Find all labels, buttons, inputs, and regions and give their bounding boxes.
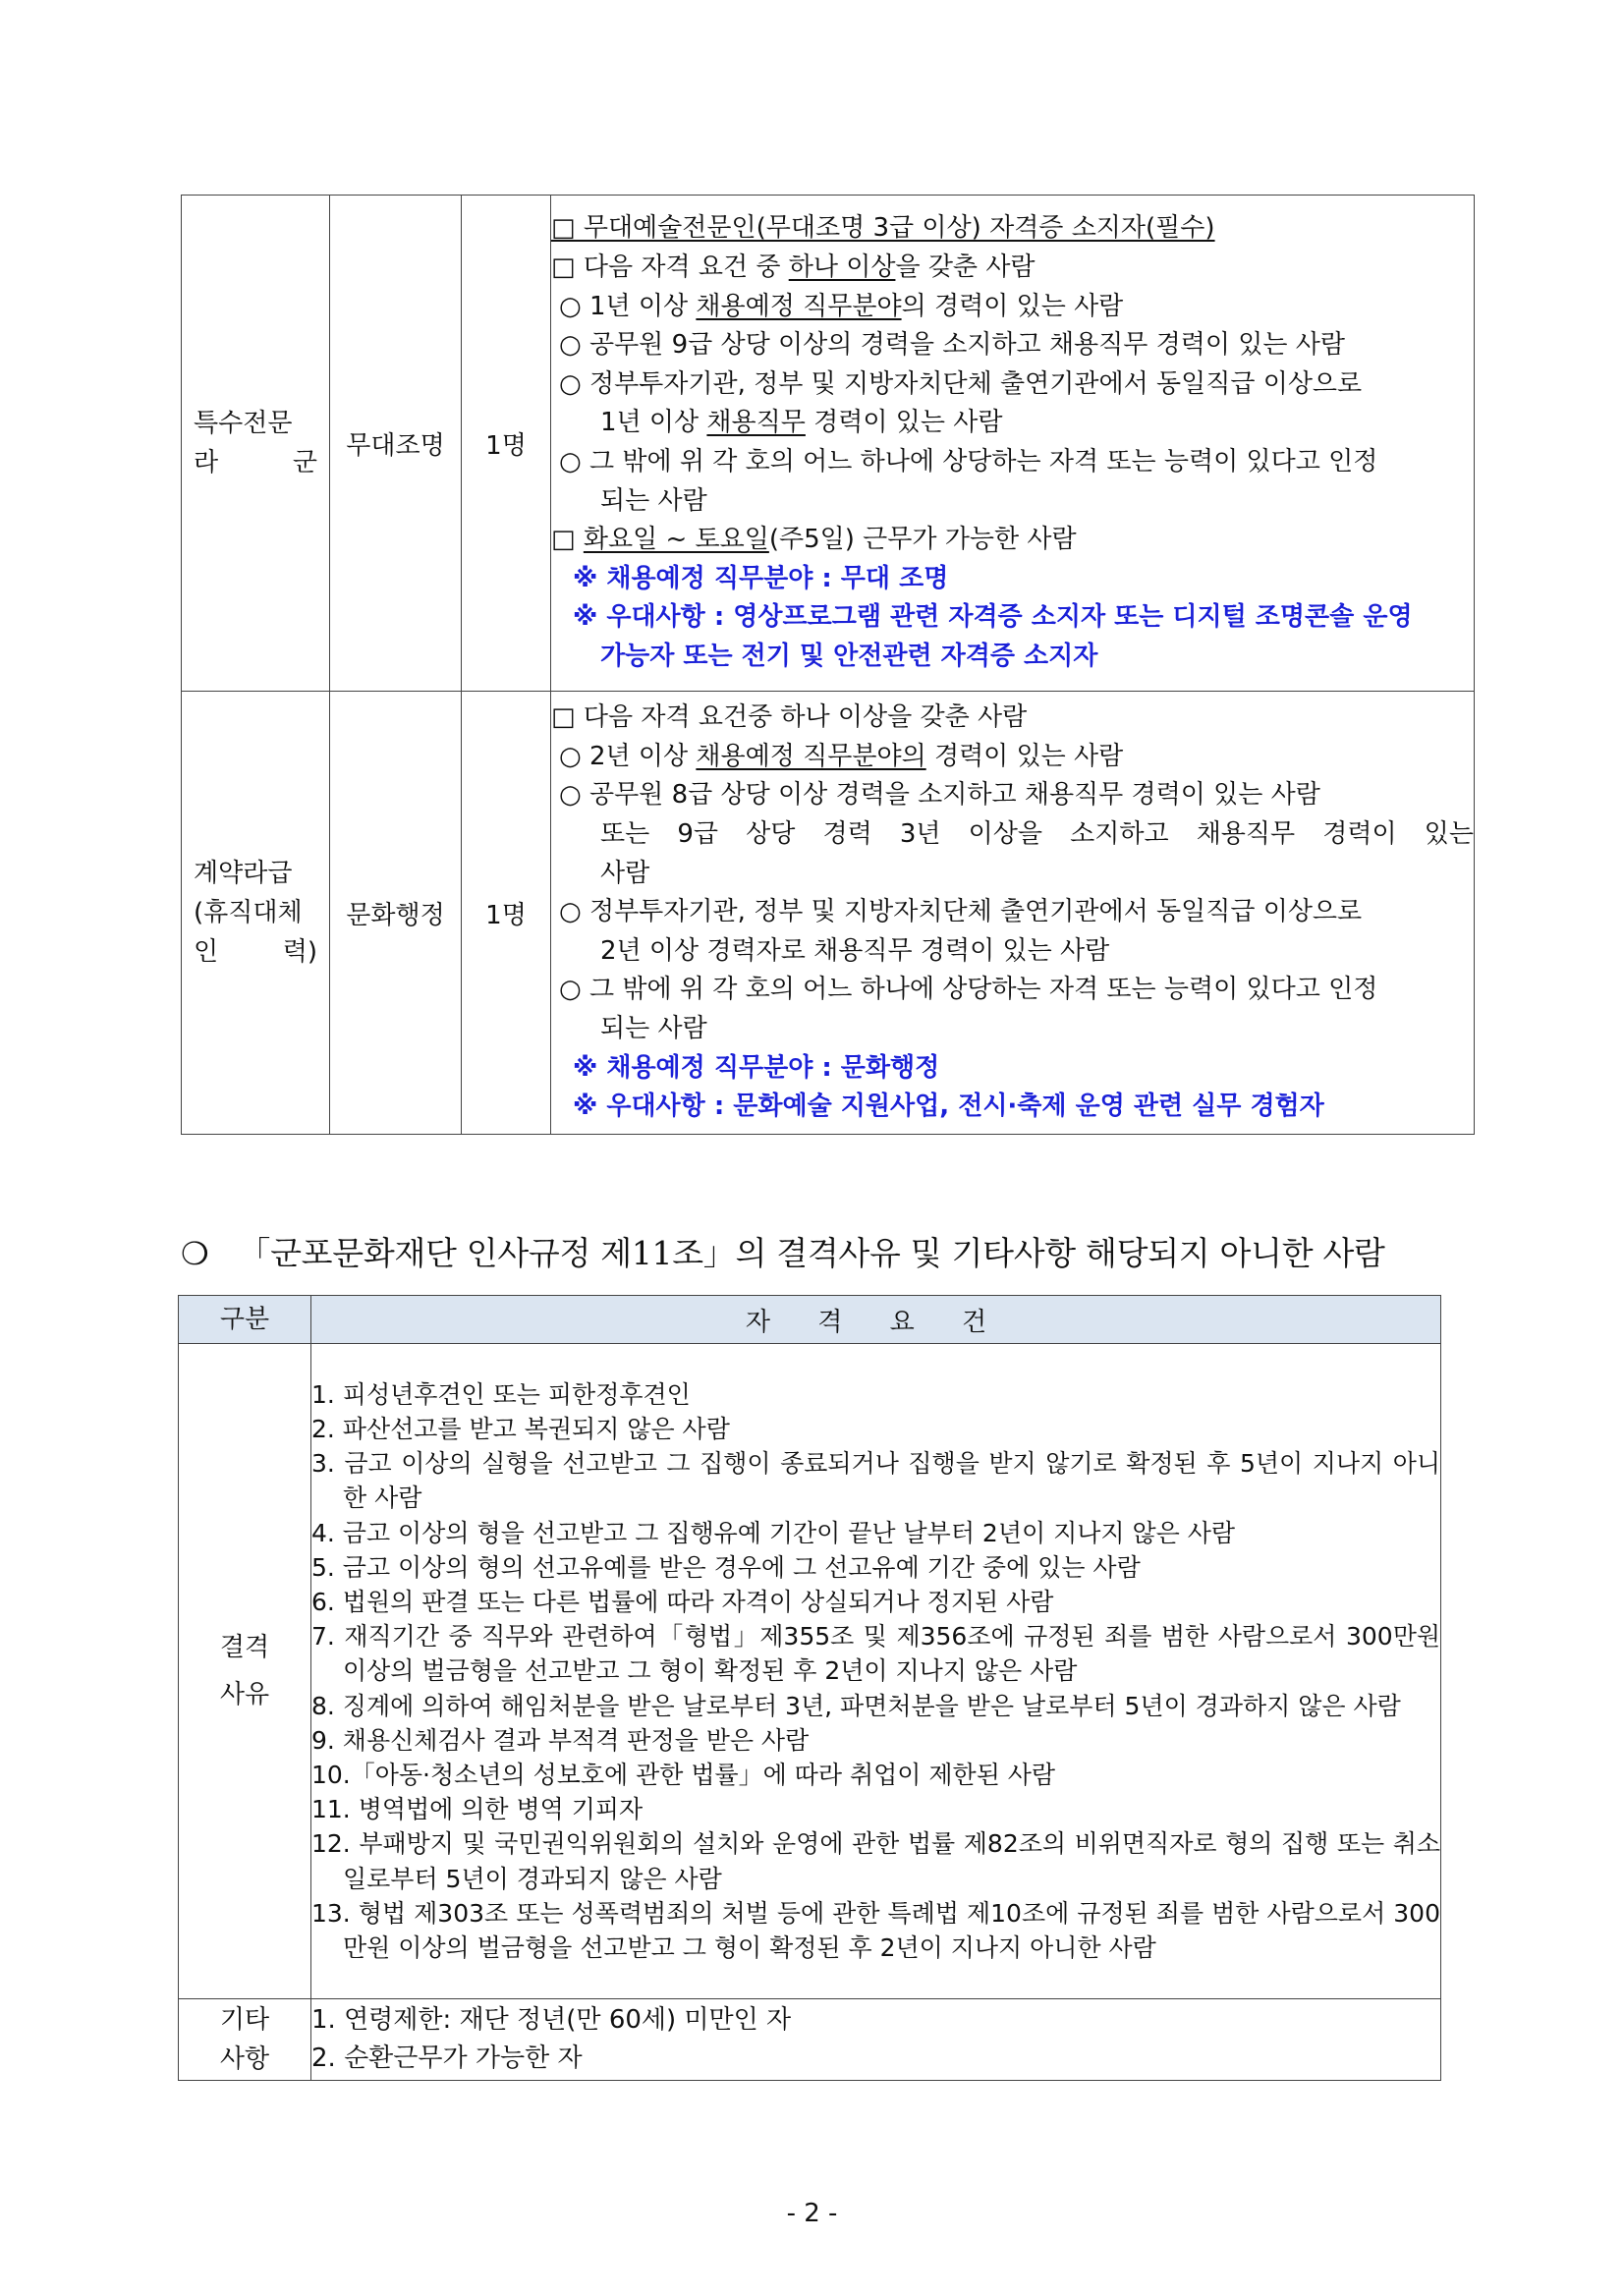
table-row: [182, 196, 1475, 692]
list-item: 2. 순환근무가 가능한 자: [311, 2044, 583, 2073]
page-number: - 2 -: [786, 2199, 838, 2228]
heading-text: 「군포문화재단 인사규정 제11조」의 결격사유 및 기타사항 해당되지 아니한 사람: [238, 1234, 1385, 1272]
qualification-table: [178, 1295, 1441, 2081]
requirement-line: ○ 그 밖에 위 각 호의 어느 하나에 상당하는 자격 또는 능력이 있다고 인정: [559, 447, 1378, 476]
text-span: ○ 2년 이상: [559, 741, 697, 771]
requirement-line: □ 다음 자격 요건중 하나 이상을 갖춘 사람: [551, 702, 1028, 733]
requirement-line: □ 무대예술전문인(무대조명 3급 이상) 자격증 소지자(필수): [551, 213, 1215, 244]
list-item: 1. 피성년후견인 또는 피한정후견인: [311, 1379, 691, 1409]
table-row: [179, 1999, 1441, 2081]
header-cell: 구분: [179, 1296, 311, 1344]
field-cell: 문화행정: [330, 692, 462, 1135]
text-span: 채용직무: [706, 408, 806, 438]
text-span: 채용예정 직무분야: [696, 291, 902, 321]
requirement-line: [551, 288, 1474, 327]
requirement-line: 사람: [600, 858, 650, 888]
header-cell: [311, 1296, 1441, 1344]
text-span: □: [551, 525, 584, 555]
row-label: 결격: [219, 1633, 270, 1662]
text-span: □ 다음 자격 요건 중: [551, 252, 789, 283]
category-cell: [182, 196, 330, 692]
note-line: ※ 채용예정 직무분야 : 무대 조명: [573, 563, 949, 593]
text-span: 을 갖춘 사람: [895, 252, 1036, 283]
note-line: ※ 채용예정 직무분야 : 문화행정: [573, 1052, 940, 1083]
list-item: 12. 부패방지 및 국민권익위원회의 설치와 운영에 관한 법률 제82조의 비위면직자로 형의 집행 또는 취소일로부터 5년이 경과되지 않은 사람: [311, 1829, 1440, 1893]
list-item: 13. 형법 제303조 또는 성폭력범죄의 처벌 등에 관한 특례법 제10조에 규정된 죄를 범한 사람으로서 300만원 이상의 벌금형을 선고받고 그 형이 확정된 후 2년이 지나지 아니한 사람: [311, 1898, 1440, 1963]
category-label: 인 력): [194, 937, 317, 967]
requirement-line: 또는 9급 상당 경력 3년 이상을 소지하고 채용직무 경력이 있는: [600, 819, 1474, 850]
list-item: 2. 파산선고를 받고 복권되지 않은 사람: [311, 1414, 730, 1443]
list-item: 8. 징계에 의하여 해임처분을 받은 날로부터 3년, 파면처분을 받은 날로부터 5년이 경과하지 않은 사람: [311, 1691, 1401, 1720]
text-span: 화요일 ~ 토요일: [583, 525, 769, 555]
position-table: [181, 195, 1475, 1135]
text-span: 경력이 있는 사람: [925, 741, 1124, 771]
category-label: 계약라급: [194, 859, 293, 888]
row-label-cell: [179, 1999, 311, 2081]
text-span: (주5일) 근무가 가능한 사람: [768, 525, 1077, 555]
requirement-line: [551, 404, 1474, 443]
note-line: ※ 우대사항 : 문화예술 지원사업, 전시·축제 운영 관련 실무 경험자: [573, 1092, 1324, 1122]
requirement-line: 2년 이상 경력자로 채용직무 경력이 있는 사람: [600, 935, 1110, 966]
other-list: [311, 1999, 1441, 2081]
section-heading: [181, 1228, 1385, 1274]
list-item: 5. 금고 이상의 형의 선고유예를 받은 경우에 그 선고유예 기간 중에 있는 사람: [311, 1552, 1141, 1582]
requirement-line: ○ 정부투자기관, 정부 및 지방자치단체 출연기관에서 동일직급 이상으로: [559, 368, 1363, 399]
category-label: 라 군: [194, 448, 317, 477]
list-item: 11. 병역법에 의한 병역 기피자: [311, 1795, 644, 1824]
count-cell: 1명: [462, 196, 551, 692]
list-item: 4. 금고 이상의 형을 선고받고 그 집행유예 기간이 끝난 날부터 2년이 지나지 않은 사람: [311, 1518, 1236, 1547]
requirement-line: ○ 그 밖에 위 각 호의 어느 하나에 상당하는 자격 또는 능력이 있다고 인정: [559, 975, 1378, 1005]
table-header-row: [179, 1296, 1441, 1344]
list-item: 9. 채용신체검사 결과 부적격 판정을 받은 사람: [311, 1725, 810, 1755]
requirements-cell: [551, 692, 1475, 1135]
header-text: 자 격 요 건: [745, 1307, 1007, 1337]
requirement-line: [551, 249, 1474, 288]
text-span: 하나 이상: [788, 252, 896, 283]
table-row: [179, 1344, 1441, 1999]
count-cell: 1명: [462, 692, 551, 1135]
circle-bullet-icon: ❍: [181, 1235, 209, 1272]
text-span: 의 경력이 있는 사람: [901, 291, 1124, 321]
row-label: 사항: [219, 2044, 270, 2074]
list-item: 3. 금고 이상의 실형을 선고받고 그 집행이 종료되거나 집행을 받지 않기로 확정된 후 5년이 지나지 아니한 사람: [311, 1449, 1440, 1513]
row-label-cell: [179, 1344, 311, 1999]
list-item: 1. 연령제한: 재단 정년(만 60세) 미만인 자: [311, 2005, 792, 2035]
requirement-line: [551, 521, 1474, 560]
requirement-line: 되는 사람: [600, 1013, 707, 1043]
field-cell: 무대조명: [330, 196, 462, 692]
text-span: 채용예정 직무분야의: [696, 741, 926, 771]
text-span: 1년 이상: [600, 408, 707, 438]
text-span: ○ 1년 이상: [559, 291, 697, 321]
requirement-line: ○ 정부투자기관, 정부 및 지방자치단체 출연기관에서 동일직급 이상으로: [559, 897, 1363, 927]
category-label: (휴직대체: [194, 898, 303, 927]
requirement-line: [551, 738, 1474, 777]
requirements-cell: [551, 196, 1475, 692]
list-item: 6. 법원의 판결 또는 다른 법률에 따라 자격이 상실되거나 정지된 사람: [311, 1587, 1054, 1616]
note-line: 가능자 또는 전기 및 안전관련 자격증 소지자: [600, 641, 1098, 671]
note-line: ※ 우대사항 : 영상프로그램 관련 자격증 소지자 또는 디지털 조명콘솔 운영: [573, 602, 1413, 633]
requirement-line: 되는 사람: [600, 485, 707, 516]
category-cell: [182, 692, 330, 1135]
category-label: 특수전문: [194, 409, 293, 438]
table-row: [182, 692, 1475, 1135]
disqualification-list: [311, 1344, 1441, 1999]
list-item: 7. 재직기간 중 직무와 관련하여「형법」제355조 및 제356조에 규정된 죄를 범한 사람으로서 300만원 이상의 벌금형을 선고받고 그 형이 확정된 후 2년이 지나지 않은 사람: [311, 1622, 1440, 1686]
row-label: 사유: [219, 1680, 270, 1709]
list-item: 10.「아동·청소년의 성보호에 관한 법률」에 따라 취업이 제한된 사람: [311, 1761, 1056, 1789]
requirement-line: ○ 공무원 8급 상당 이상 경력을 소지하고 채용직무 경력이 있는 사람: [559, 780, 1320, 811]
text-span: 경력이 있는 사람: [805, 408, 1003, 438]
requirement-line: ○ 공무원 9급 상당 이상의 경력을 소지하고 채용직무 경력이 있는 사람: [559, 330, 1346, 361]
row-label: 기타: [219, 2005, 270, 2035]
